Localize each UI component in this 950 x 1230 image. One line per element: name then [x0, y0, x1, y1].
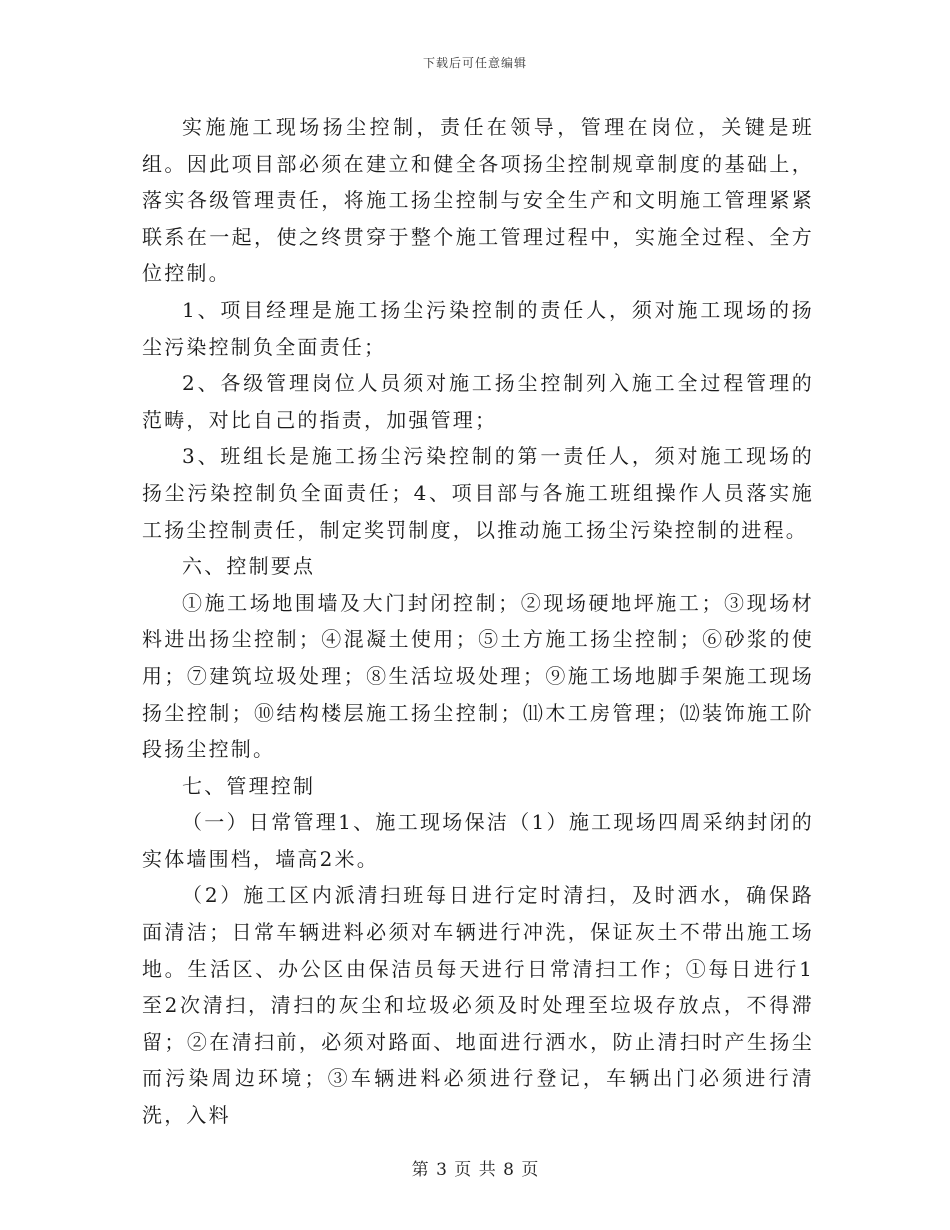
- document-body: [142, 109, 814, 1134]
- paragraph-control-points: ①施工场地围墙及大门封闭控制；②现场硬地坪施工；③现场材料进出扬尘控制；④混凝土使用；⑤土方施工扬尘控制；⑥砂浆的使用；⑦建筑垃圾处理；⑧生活垃圾处理；⑨施工场地脚手架施工现场扬尘控制；⑩结构楼层施工扬尘控制；⑾木工房管理；⑿装饰施工阶段扬尘控制。: [142, 590, 814, 762]
- paragraph-item-3-4: 3、班组长是施工扬尘污染控制的第一责任人，须对施工现场的扬尘污染控制负全面责任；4、项目部与各施工班组操作人员落实施工扬尘控制责任，制定奖罚制度，以推动施工扬尘污染控制的进程。: [142, 444, 814, 542]
- paragraph-item-2: 2、各级管理岗位人员须对施工扬尘控制列入施工全过程管理的范畴，对比自己的指责，加强管理；: [142, 371, 814, 432]
- page-header: 下载后可任意编辑: [422, 56, 527, 70]
- section-heading-6: 六、控制要点: [182, 554, 316, 579]
- paragraph-daily-management: （一）日常管理1、施工现场保洁（1）施工现场四周采纳封闭的实体墙围档，墙高2米。: [142, 810, 814, 871]
- section-heading-7: 七、管理控制: [182, 773, 316, 798]
- paragraph-item-1: 1、项目经理是施工扬尘污染控制的责任人，须对施工现场的扬尘污染控制负全面责任；: [142, 297, 814, 359]
- paragraph-intro: 实施施工现场扬尘控制，责任在领导，管理在岗位，关键是班组。因此项目部必须在建立和健全各项扬尘控制规章制度的基础上，落实各级管理责任，将施工扬尘控制与安全生产和文明施工管理紧紧联系在一起，使之终贯穿于整个施工管理过程中，实施全过程、全方位控制。: [142, 115, 814, 286]
- page-footer: 第 3 页 共 8 页: [411, 1160, 539, 1180]
- paragraph-cleaning: （2）施工区内派清扫班每日进行定时清扫，及时洒水，确保路面清洁；日常车辆进料必须对车辆进行冲洗，保证灰土不带出施工场地。生活区、办公区由保洁员每天进行日常清扫工作；①每日进行1至2次清扫，清扫的灰尘和垃圾必须及时处理至垃圾存放点，不得滞留；②在清扫前，必须对路面、地面进行洒水，防止清扫时产生扬尘而污染周边环境；③车辆进料必须进行登记，车辆出门必须进行清洗，入料: [142, 883, 814, 1128]
